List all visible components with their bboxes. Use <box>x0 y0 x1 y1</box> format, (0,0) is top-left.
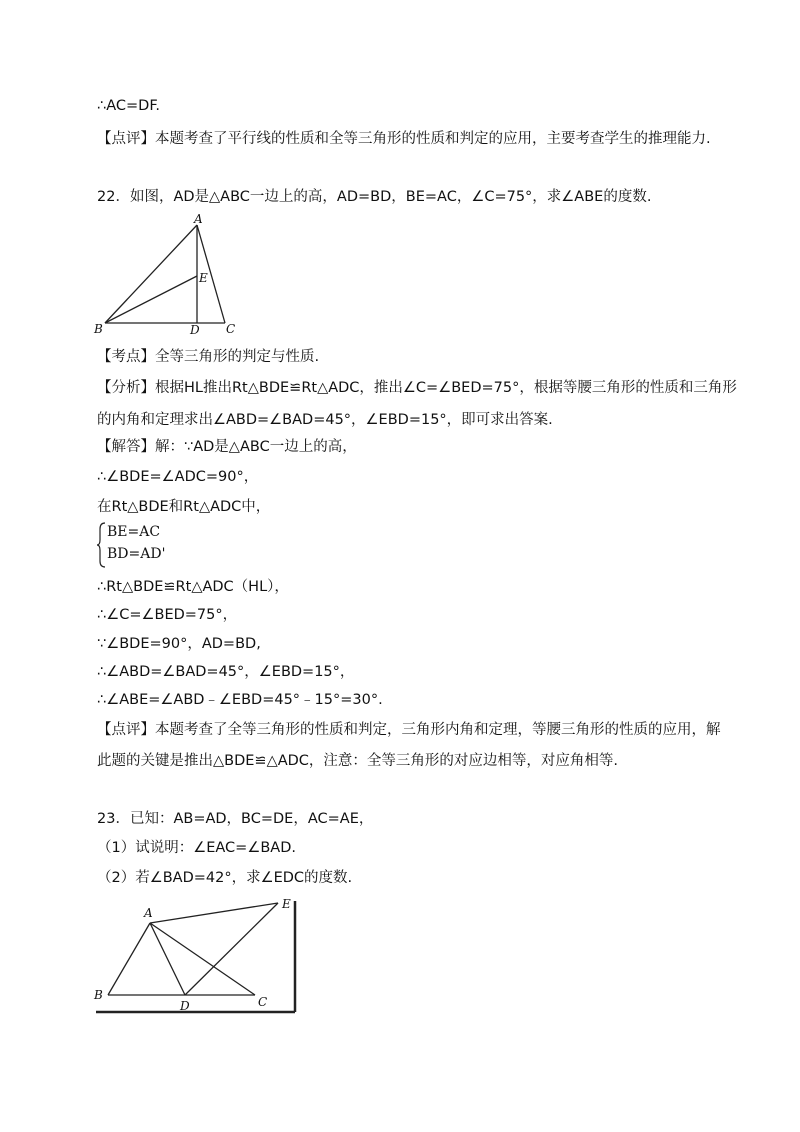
solution-line: 在Rt△BDE和Rt△ADC中， <box>97 499 271 515</box>
solution-line: 【解答】解：∵AD是△ABC一边上的高， <box>97 439 357 455</box>
label-b: B <box>94 322 103 336</box>
kaodian: 【考点】全等三角形的判定与性质. <box>97 349 320 365</box>
brace-line-1: BE=AC <box>107 524 161 540</box>
solution-line: ∴∠BDE=∠ADC=90°， <box>97 469 259 485</box>
question-23-part-1: （1）试说明：∠EAC=∠BAD. <box>97 840 296 856</box>
comment-line-2: 此题的关键是推出△BDE≌△ADC，注意：全等三角形的对应边相等，对应角相等. <box>97 753 619 769</box>
solution-line: ∵∠BDE=90°，AD=BD, <box>97 636 261 652</box>
label-d: D <box>180 999 190 1013</box>
comment-line-1: 【点评】本题考查了全等三角形的性质和判定，三角形内角和定理，等腰三角形的性质的应用，解 <box>97 722 721 738</box>
analysis-line-1: 【分析】根据HL推出Rt△BDE≌Rt△ADC，推出∠C=∠BED=75°，根据等腰三角形的性质和三角形 <box>97 380 737 396</box>
label-e: E <box>199 271 208 285</box>
left-brace-icon <box>97 522 107 568</box>
text-line: 【点评】本题考查了平行线的性质和全等三角形的性质和判定的应用，主要考查学生的推理能力. <box>97 131 711 147</box>
label-c: C <box>226 322 236 336</box>
solution-line: ∴∠C=∠BED=75°， <box>97 607 238 623</box>
label-a: A <box>144 906 153 920</box>
label-e: E <box>282 897 291 911</box>
question-23-part-2: （2）若∠BAD=42°，求∠EDC的度数. <box>97 870 353 886</box>
analysis-line-2: 的内角和定理求出∠ABD=∠BAD=45°，∠EBD=15°，即可求出答案. <box>97 412 553 428</box>
brace-line-2: BD=AD' <box>107 546 166 562</box>
question-23: 23．已知：AB=AD，BC=DE，AC=AE， <box>97 811 374 827</box>
figure-abcde <box>88 895 300 1017</box>
label-c: C <box>258 995 268 1009</box>
label-a: A <box>194 212 203 226</box>
label-b: B <box>94 988 103 1002</box>
figure-triangle-abc <box>90 210 260 338</box>
solution-line: ∴∠ABE=∠ABD﹣∠EBD=45°﹣15°=30°. <box>97 692 383 708</box>
solution-line: ∴∠ABD=∠BAD=45°，∠EBD=15°， <box>97 664 355 680</box>
label-d: D <box>190 323 200 337</box>
solution-line: ∴Rt△BDE≌Rt△ADC（HL）， <box>97 579 289 595</box>
text-line: ∴AC=DF. <box>97 98 160 114</box>
question-22: 22．如图，AD是△ABC一边上的高，AD=BD，BE=AC，∠C=75°，求∠ABE的度数. <box>97 189 652 205</box>
